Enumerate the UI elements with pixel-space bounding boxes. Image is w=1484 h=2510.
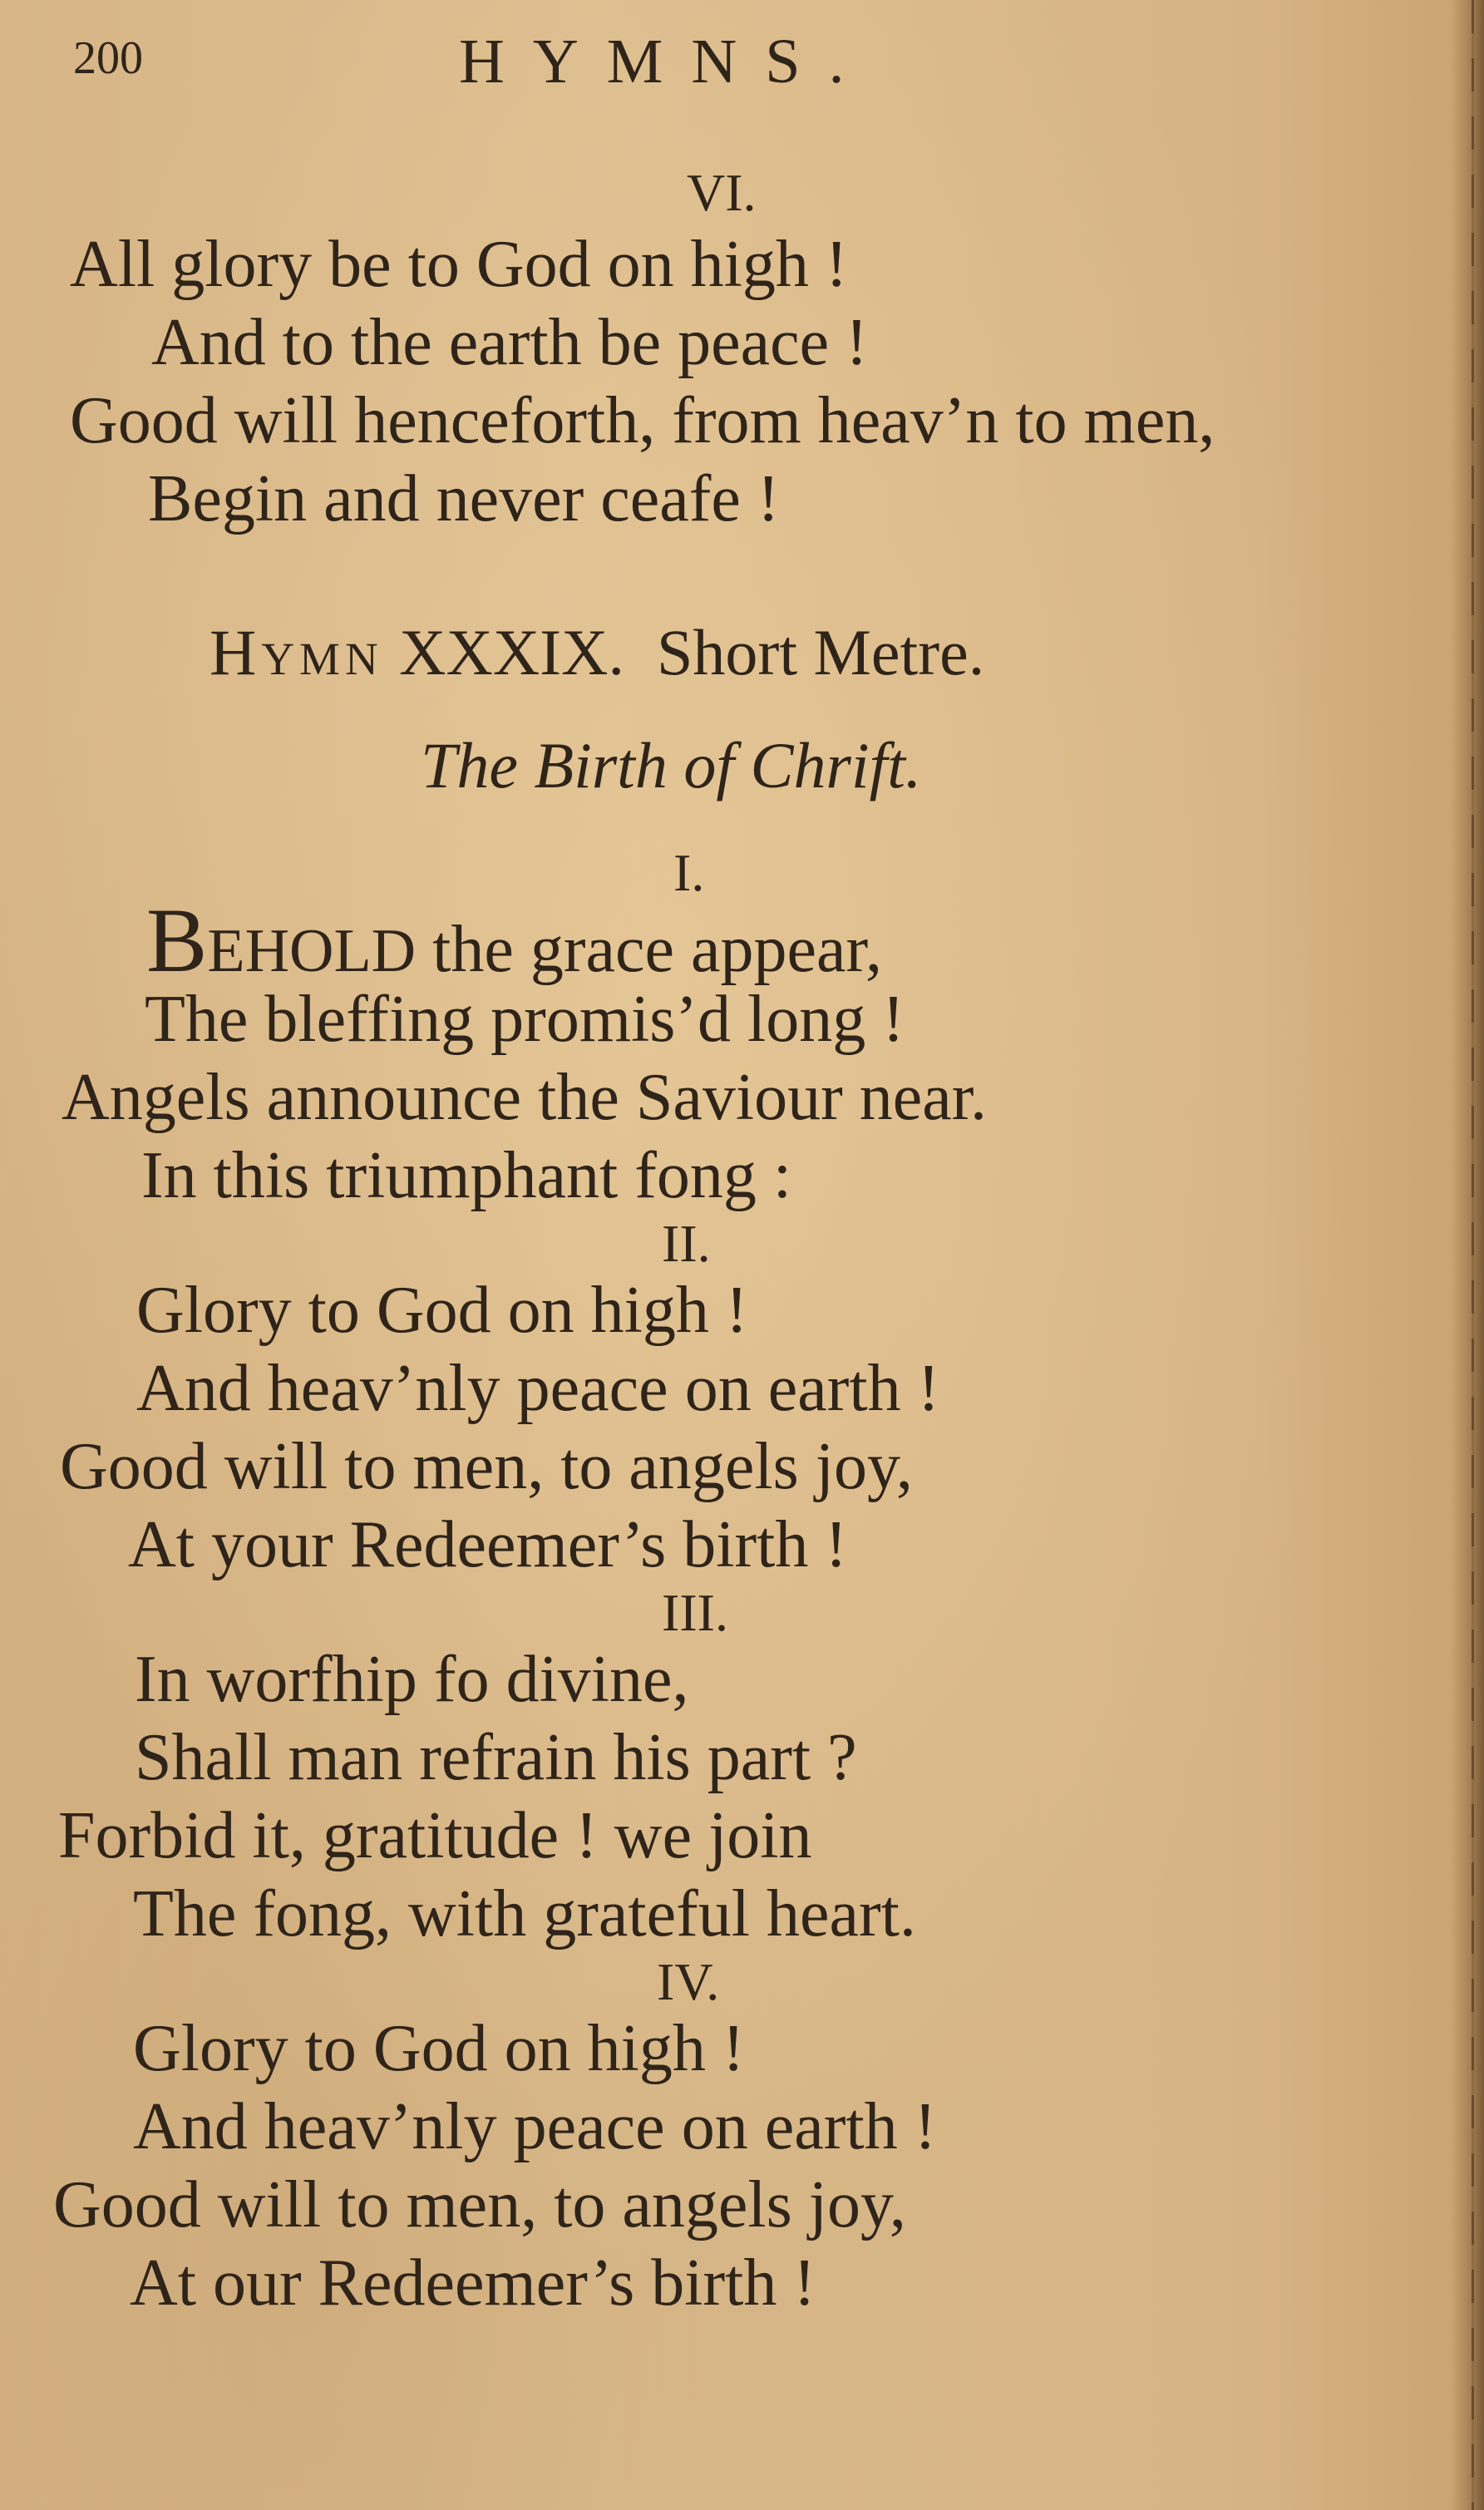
hymn-subtitle: The Birth of Chrift. xyxy=(421,729,922,801)
verse-line: The bleffing promis’d long ! xyxy=(145,983,905,1056)
verse-line-first xyxy=(146,890,882,991)
verse-line: And to the earth be peace ! xyxy=(151,306,868,379)
hymn-title xyxy=(210,616,985,688)
verse-line: The fong, with grateful heart. xyxy=(133,1877,916,1950)
verse-line: All glory be to God on high ! xyxy=(70,228,848,301)
verse-line: And heav’nly peace on earth ! xyxy=(136,1352,940,1425)
stanza-number: IV. xyxy=(657,1952,720,2011)
verse-line: In worfhip fo divine, xyxy=(135,1643,689,1716)
drop-cap: B xyxy=(146,890,208,991)
verse-line: At our Redeemer’s birth ! xyxy=(130,2246,816,2320)
stanza-number: VI. xyxy=(687,163,757,222)
verse-line: Good will to men, to angels joy, xyxy=(53,2168,906,2241)
verse-line: Good will henceforth, from heav’n to men, xyxy=(70,384,1215,457)
verse-line: Glory to God on high ! xyxy=(133,2012,745,2085)
hymn-title-rest: XXXIX. Short Metre. xyxy=(399,616,985,688)
first-line-rest: the grace appear, xyxy=(432,913,882,986)
verse-line: Good will to men, to angels joy, xyxy=(60,1430,913,1503)
verse-line: At your Redeemer’s birth ! xyxy=(128,1508,847,1581)
verse-line: Forbid it, gratitude ! we join xyxy=(58,1799,812,1872)
running-head: HYMNS. xyxy=(459,27,873,96)
stanza-number: I. xyxy=(673,843,705,902)
verse-line: And heav’nly peace on earth ! xyxy=(133,2090,937,2163)
verse-line: In this triumphant fong : xyxy=(141,1139,792,1212)
page-edge-line xyxy=(1472,0,1474,2510)
hymn-title-word: Hymn xyxy=(210,616,383,688)
stanza-number: III. xyxy=(662,1583,728,1642)
verse-line: Begin and never ceafe ! xyxy=(148,462,780,535)
first-word-caps: EHOLD xyxy=(207,917,417,985)
page-number: 200 xyxy=(73,32,143,84)
verse-line: Shall man refrain his part ? xyxy=(135,1721,857,1794)
verse-line: Angels announce the Saviour near. xyxy=(62,1061,988,1134)
stanza-number: II. xyxy=(662,1214,711,1273)
page-edge-shadow xyxy=(1451,0,1484,2510)
verse-line: Glory to God on high ! xyxy=(136,1274,748,1347)
